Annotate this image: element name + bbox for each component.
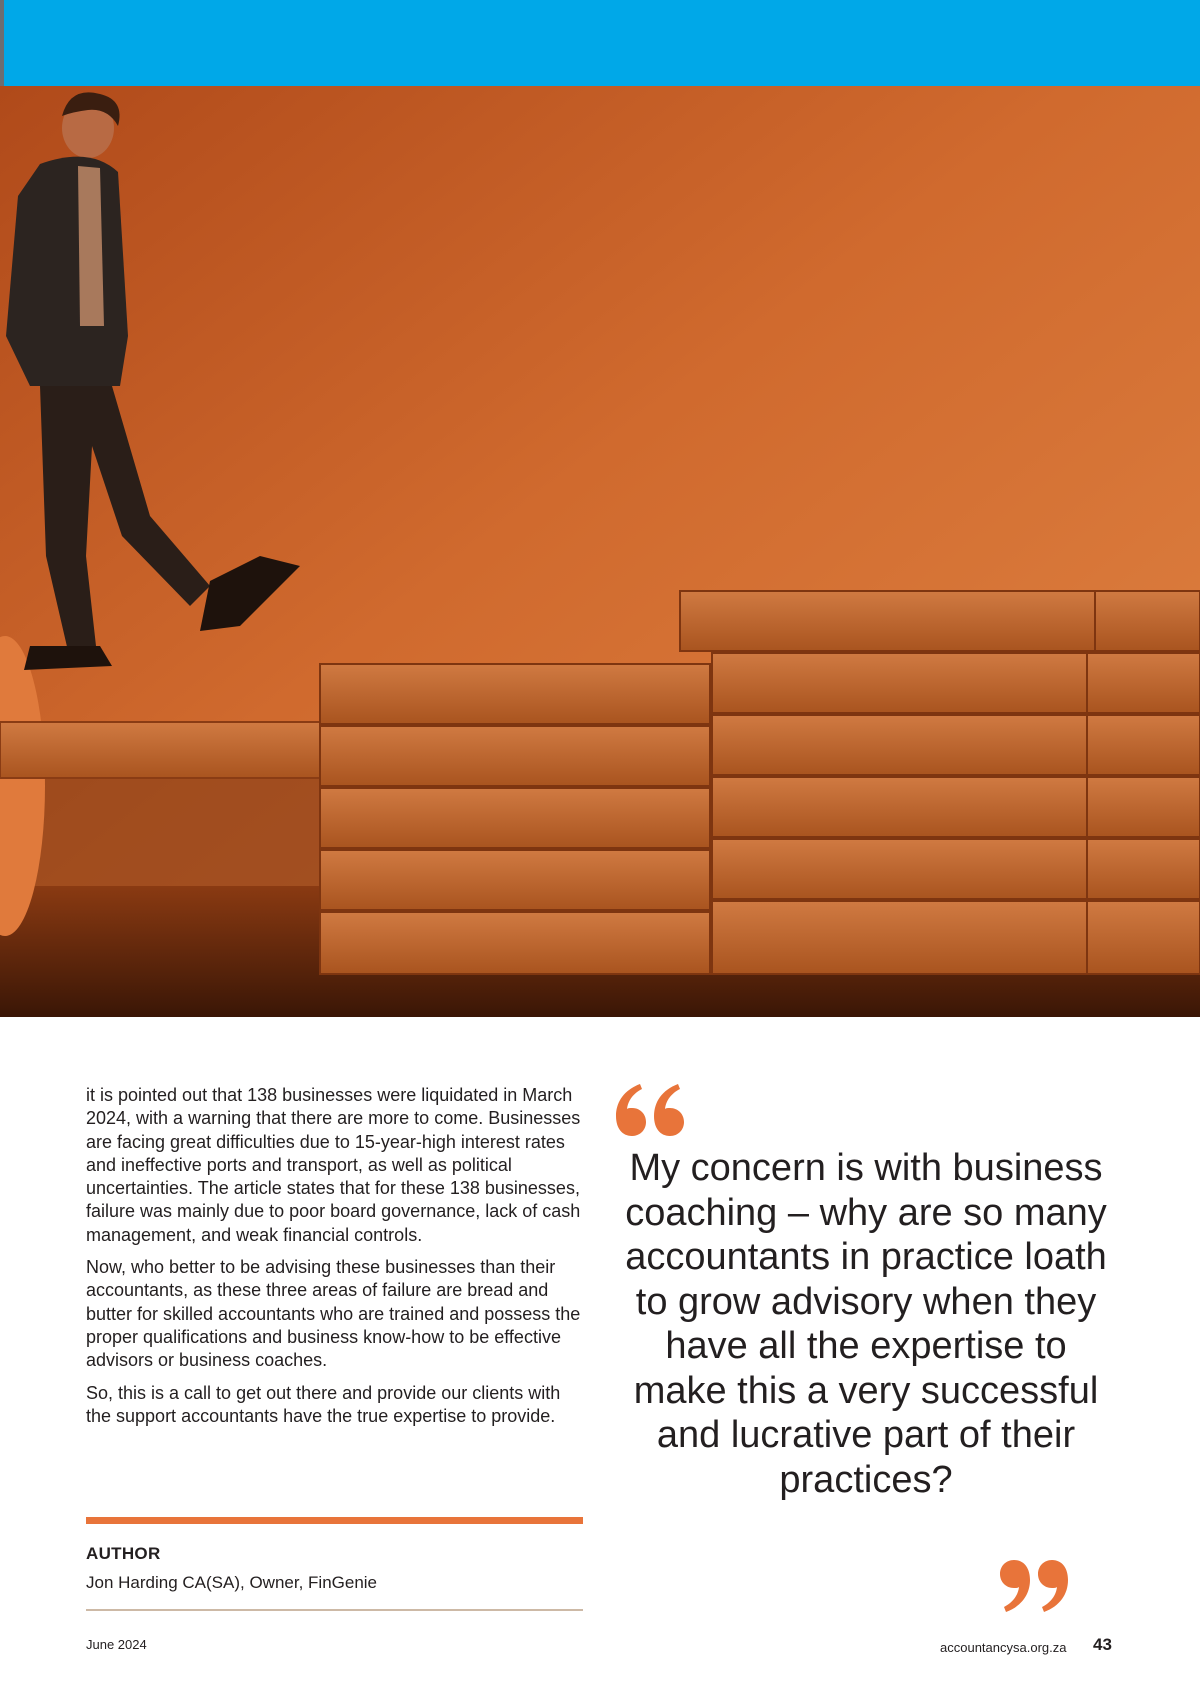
article-body xyxy=(86,1084,586,1437)
author-name: Jon Harding CA(SA), Owner, FinGenie xyxy=(86,1573,378,1592)
page-number: 43 xyxy=(1093,1635,1112,1654)
article-paragraph-1: it is pointed out that 138 businesses were liquidated in March 2024, with a warning that there are more to come. Businesses are facing great difficulties due to 15-year-high interest rates and ineffective ports and transport, as well as political uncertainties. The article states that for these 138 businesses, failure was mainly due to poor board governance, lack of cash management, and weak financial controls. xyxy=(86,1085,581,1245)
orange-divider xyxy=(86,1517,583,1524)
article-paragraph-2: Now, who better to be advising these businesses than their accountants, as these three areas of failure are bread and butter for skilled accountants who are trained and possess the proper qualifications and business know-how to be effective advisors or business coaches. xyxy=(86,1257,581,1371)
article-paragraph-3: So, this is a call to get out there and provide our clients with the support accountants have the true expertise to provide. xyxy=(86,1382,561,1426)
footer-website[interactable]: accountancysa.org.za xyxy=(940,1640,1067,1655)
top-bar-edge xyxy=(0,0,4,86)
close-quote-icon xyxy=(1000,1556,1072,1616)
hero-photo xyxy=(0,86,1200,1017)
pull-quote: My concern is with business coaching – why are so many accountants in practice loath to grow advisory when they have all the expertise to make this a very successful and lucrative part of their practices? xyxy=(625,1147,1107,1501)
top-color-bar xyxy=(0,0,1200,86)
author-label: AUTHOR xyxy=(86,1544,161,1563)
open-quote-icon xyxy=(612,1080,684,1140)
thin-divider xyxy=(86,1609,583,1611)
footer-date: June 2024 xyxy=(86,1637,147,1652)
